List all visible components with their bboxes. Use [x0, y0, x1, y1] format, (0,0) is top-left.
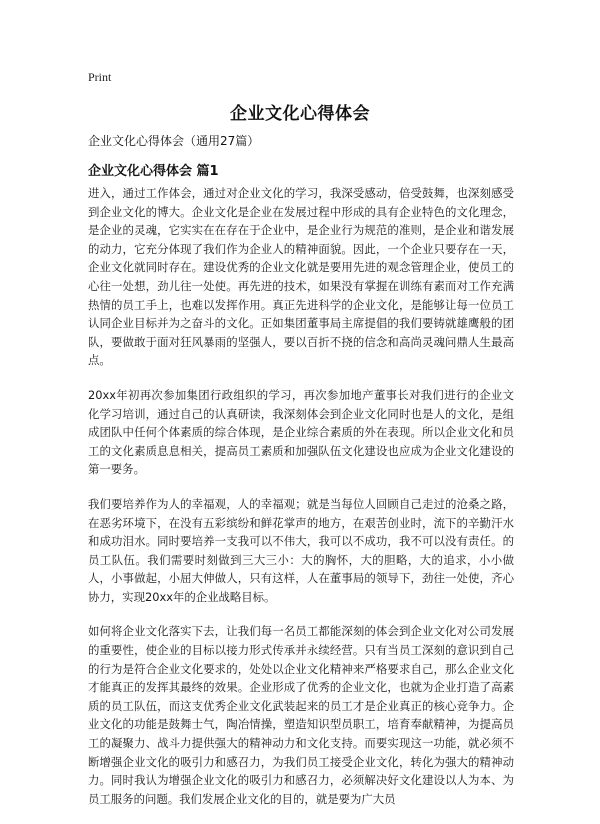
body-paragraph-2: 20xx年初再次参加集团行政组织的学习，再次参加地产董事长对我们进行的企业文化学习培训，通过自己的认真研读，我深刻体会到企业文化同时也是人的文化，是组成团队中任何个体素质的综合体现，是企业综合素质的外在表现。所以企业文化和员工的文化素质息息相关，提高员工素质和加强队伍文化建设也应成为企业文化建设的第一要务。 [88, 387, 514, 477]
document-body [88, 184, 514, 824]
print-label[interactable]: Print [88, 70, 112, 84]
body-paragraph-4: 如何将企业文化落实下去，让我们每一名员工都能深刻的体会到企业文化对公司发展的重要性，使企业的目标以接力形式传承并永续经营。只有当员工深刻的意识到自己的行为是符合企业文化要求的，处处以企业文化精神来严格要求自己，那么企业文化才能真正的发挥其最终的效果。企业形成了优秀的企业文化，也就为企业打造了高素质的员工队伍，而这支优秀企业文化武装起来的员工才是企业真正的核心竞争力。企业文化的功能是鼓舞士气，陶冶情操，塑造知识型员职工，培育奉献精神，为提高员工的凝聚力、战斗力提供强大的精神动力和文化支持。而要实现这一功能，就必须不断增强企业文化的吸引力和感召力，为我们员工接受企业文化，转化为强大的精神动力。同时我认为增强企业文化的吸引力和感召力，必须解决好文化建设以人为本、为员工服务的问题。我们发展企业文化的目的，就是要为广大员 [88, 624, 514, 806]
body-paragraph-3: 我们要培养作为人的幸福观，人的幸福观；就是当每位人回顾自己走过的沧桑之路，在恶劣环境下，在没有五彩缤纷和鲜花掌声的地方，在艰苦创业时，流下的辛勤汗水和成功泪水。同时要培养一支我可以不伟大，我可以不成功，我不可以没有责任。的员工队伍。我们需要时刻做到三大三小：大的胸怀，大的胆略，大的追求，小小做人，小事做起，小屈大伸做人，只有这样，人在董事局的领导下，劲往一处使，齐心协力，实现20xx年的企业战略目标。 [88, 496, 514, 604]
body-paragraph-1: 进入，通过工作体会，通过对企业文化的学习，我深受感动，倍受鼓舞，也深刻感受到企业文化的博大。企业文化是企业在发展过程中形成的具有企业特色的文化理念，是企业的灵魂，它实实在在存在于企业中，是企业行为规范的准则，是企业和谐发展的动力，它充分体现了我们作为企业人的精神面貌。因此，一个企业只要存在一天，企业文化就同时存在。建设优秀的企业文化就是要用先进的观念管理企业，使员工的心往一处想，劲儿往一处使。再先进的技术，如果没有掌握在训练有素而对工作充满热情的员工手上，也难以发挥作用。真正先进科学的企业文化，是能够让每一位员工认同企业目标并为之奋斗的文化。正如集团董事局主席提倡的我们要铸就雄鹰般的团队，要做敢于面对狂风暴雨的坚强人，要以百折不挠的信念和高尚灵魂问鼎人生最高点。 [88, 186, 514, 368]
page-title: 企业文化心得体会 [230, 104, 370, 124]
section-heading: 企业文化心得体会 篇1 [88, 164, 219, 179]
document-subtitle: 企业文化心得体会（通用27篇） [88, 134, 260, 148]
